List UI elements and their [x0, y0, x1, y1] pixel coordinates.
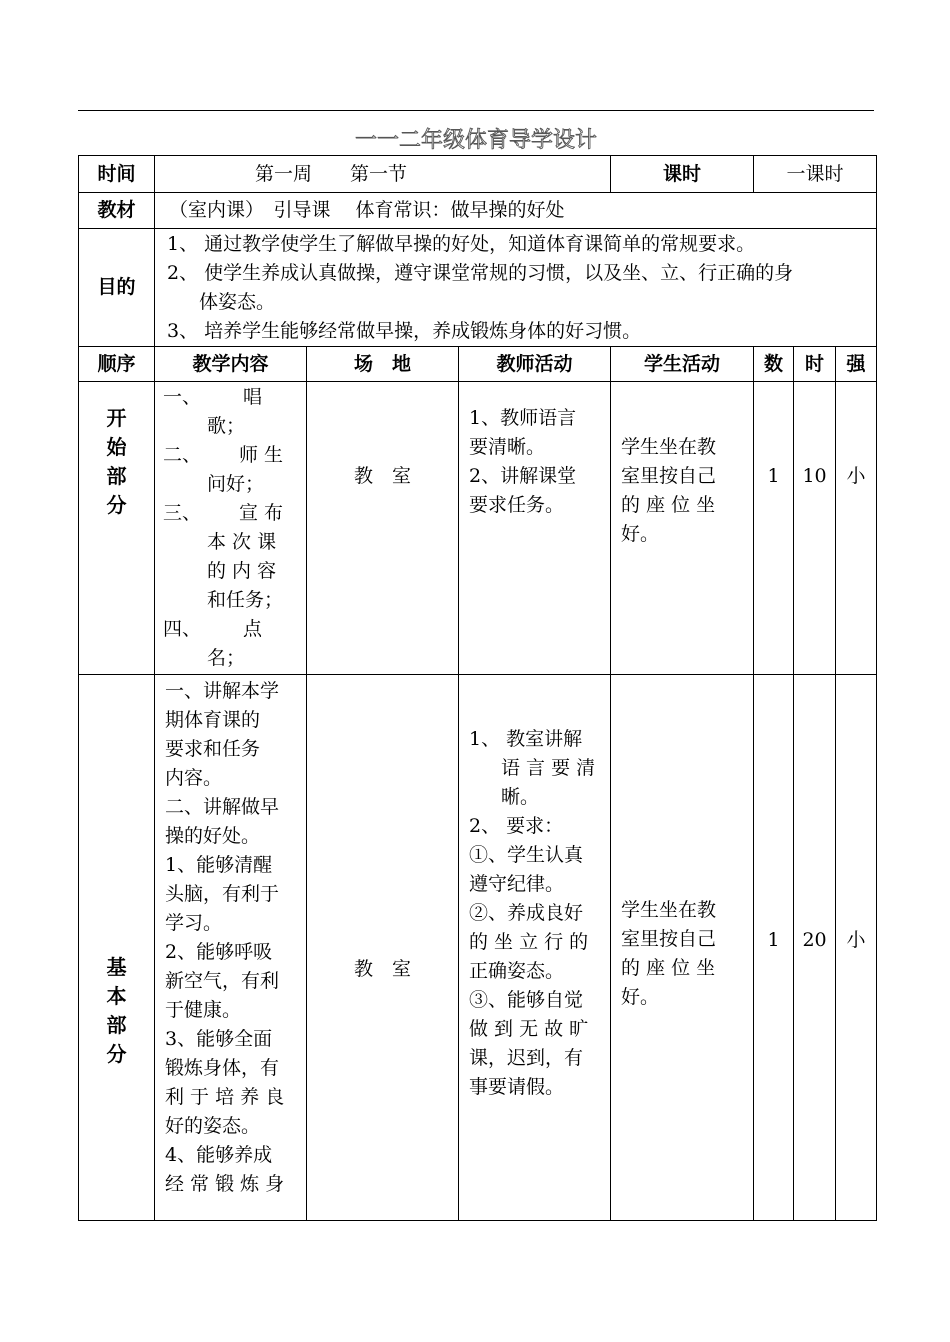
content-line: 2、能够呼吸 [165, 941, 273, 963]
content-line: 头脑，有利于 [165, 883, 280, 905]
section-start-count: 1 [754, 382, 794, 675]
time-row [79, 156, 877, 193]
objective-line: 2、 使学生养成认真做操，遵守课堂常规的习惯，以及坐、立、行正确的身 [167, 261, 794, 284]
content-line: 经 常 锻 炼 身 [165, 1173, 285, 1195]
label-char: 分 [106, 1042, 127, 1066]
student-line: 室里按自己 [621, 928, 717, 950]
col-intensity: 强 [836, 347, 877, 382]
content-line: 好的姿态。 [165, 1115, 261, 1137]
label-char: 本 [106, 984, 127, 1008]
section-basic-intensity: 小 [836, 675, 877, 1221]
student-line: 的 座 位 坐 [621, 494, 716, 516]
document-title: 一一二年级体育导学设计 [354, 128, 597, 153]
student-line: 室里按自己 [621, 465, 717, 487]
content-line: 的 内 容 [207, 560, 277, 582]
content-line: 二、 师 生 [163, 444, 284, 466]
material-label: 教材 [79, 193, 155, 229]
teacher-line: 2、 要求： [469, 815, 564, 837]
content-line: 期体育课的 [165, 709, 261, 731]
content-line: 1、能够清醒 [165, 854, 273, 876]
student-line: 的 座 位 坐 [621, 957, 716, 979]
objective-label: 目的 [79, 229, 155, 347]
content-line: 二、讲解做早 [165, 796, 280, 818]
teacher-line: ①、学生认真 [469, 844, 584, 866]
section-basic-student [611, 675, 754, 1221]
label-char: 始 [106, 435, 127, 459]
time-value: 第一周 第一节 [155, 156, 611, 193]
student-line: 好。 [621, 986, 660, 1008]
material-value: （室内课） 引导课 体育常识：做早操的好处 [155, 193, 877, 229]
teacher-line: 要清晰。 [469, 436, 546, 458]
teacher-line: 要求任务。 [469, 494, 565, 516]
teacher-line: 晰。 [501, 786, 540, 808]
col-order: 顺序 [79, 347, 155, 382]
teacher-line: 语 言 要 清 [501, 757, 596, 779]
content-line: 新空气，有利 [165, 970, 280, 992]
col-teacher: 教师活动 [459, 347, 611, 382]
teacher-line: 正确姿态。 [469, 960, 565, 982]
content-line: 一、 唱 [163, 386, 263, 408]
section-start-teacher [459, 382, 611, 675]
objective-line: 1、 通过教学使学生了解做早操的好处，知道体育课简单的常规要求。 [167, 232, 756, 255]
content-line: 问好； [207, 473, 265, 495]
objective-row [79, 229, 877, 347]
content-line: 和任务； [207, 589, 284, 611]
period-value: 一课时 [754, 156, 877, 193]
teacher-line: 做 到 无 故 旷 [469, 1018, 589, 1040]
content-line: 于健康。 [165, 999, 242, 1021]
section-start-content [155, 382, 307, 675]
content-line: 本 次 课 [207, 531, 277, 553]
section-basic-time: 20 [794, 675, 836, 1221]
objective-line: 3、 培养学生能够经常做早操，养成锻炼身体的好习惯。 [167, 319, 642, 342]
teacher-line: 课，迟到，有 [469, 1047, 584, 1069]
section-basic-count: 1 [754, 675, 794, 1221]
label-char: 部 [106, 1013, 127, 1037]
content-line: 操的好处。 [165, 825, 261, 847]
col-venue: 场 地 [307, 347, 459, 382]
material-row [79, 193, 877, 229]
col-student: 学生活动 [611, 347, 754, 382]
section-basic-venue: 教 室 [307, 675, 459, 1221]
content-line: 名； [207, 647, 246, 669]
teacher-line: ②、养成良好 [469, 902, 584, 924]
lesson-plan-table [78, 155, 877, 1221]
student-line: 好。 [621, 523, 660, 545]
student-line: 学生坐在教 [621, 899, 717, 921]
content-line: 四、 点 [163, 618, 263, 640]
section-basic-row [79, 675, 877, 1221]
section-basic-teacher [459, 675, 611, 1221]
header-rule [78, 110, 874, 111]
label-char: 分 [106, 493, 127, 517]
content-line: 锻炼身体，有 [165, 1057, 280, 1079]
period-label: 课时 [611, 156, 754, 193]
section-start-intensity: 小 [836, 382, 877, 675]
content-line: 要求和任务 [165, 738, 261, 760]
teacher-line: 遵守纪律。 [469, 873, 565, 895]
teacher-line: ③、能够自觉 [469, 989, 584, 1011]
objective-line: 体姿态。 [199, 290, 276, 313]
content-line: 3、能够全面 [165, 1028, 273, 1050]
teacher-line: 的 坐 立 行 的 [469, 931, 589, 953]
teacher-line: 2、讲解课堂 [469, 465, 577, 487]
content-line: 三、 宣 布 [163, 502, 284, 524]
col-time: 时 [794, 347, 836, 382]
objectives [155, 229, 877, 347]
teacher-line: 1、教师语言 [469, 407, 577, 429]
col-count: 数 [754, 347, 794, 382]
label-char: 部 [106, 464, 127, 488]
col-content: 教学内容 [155, 347, 307, 382]
section-start-label [79, 382, 155, 675]
section-start-venue: 教 室 [307, 382, 459, 675]
column-header-row [79, 347, 877, 382]
teacher-line: 事要请假。 [469, 1076, 565, 1098]
content-line: 内容。 [165, 767, 223, 789]
content-line: 利 于 培 养 良 [165, 1086, 285, 1108]
label-char: 开 [106, 406, 127, 430]
label-char: 基 [106, 955, 127, 979]
section-start-student [611, 382, 754, 675]
section-start-time: 10 [794, 382, 836, 675]
content-line: 学习。 [165, 912, 223, 934]
section-basic-content [155, 675, 307, 1221]
section-start-row [79, 382, 877, 675]
time-label: 时间 [79, 156, 155, 193]
content-line: 歌； [207, 415, 246, 437]
section-basic-label [79, 675, 155, 1221]
teacher-line: 1、 教室讲解 [469, 728, 583, 750]
content-line: 一、讲解本学 [165, 680, 280, 702]
student-line: 学生坐在教 [621, 436, 717, 458]
content-line: 4、能够养成 [165, 1144, 273, 1166]
